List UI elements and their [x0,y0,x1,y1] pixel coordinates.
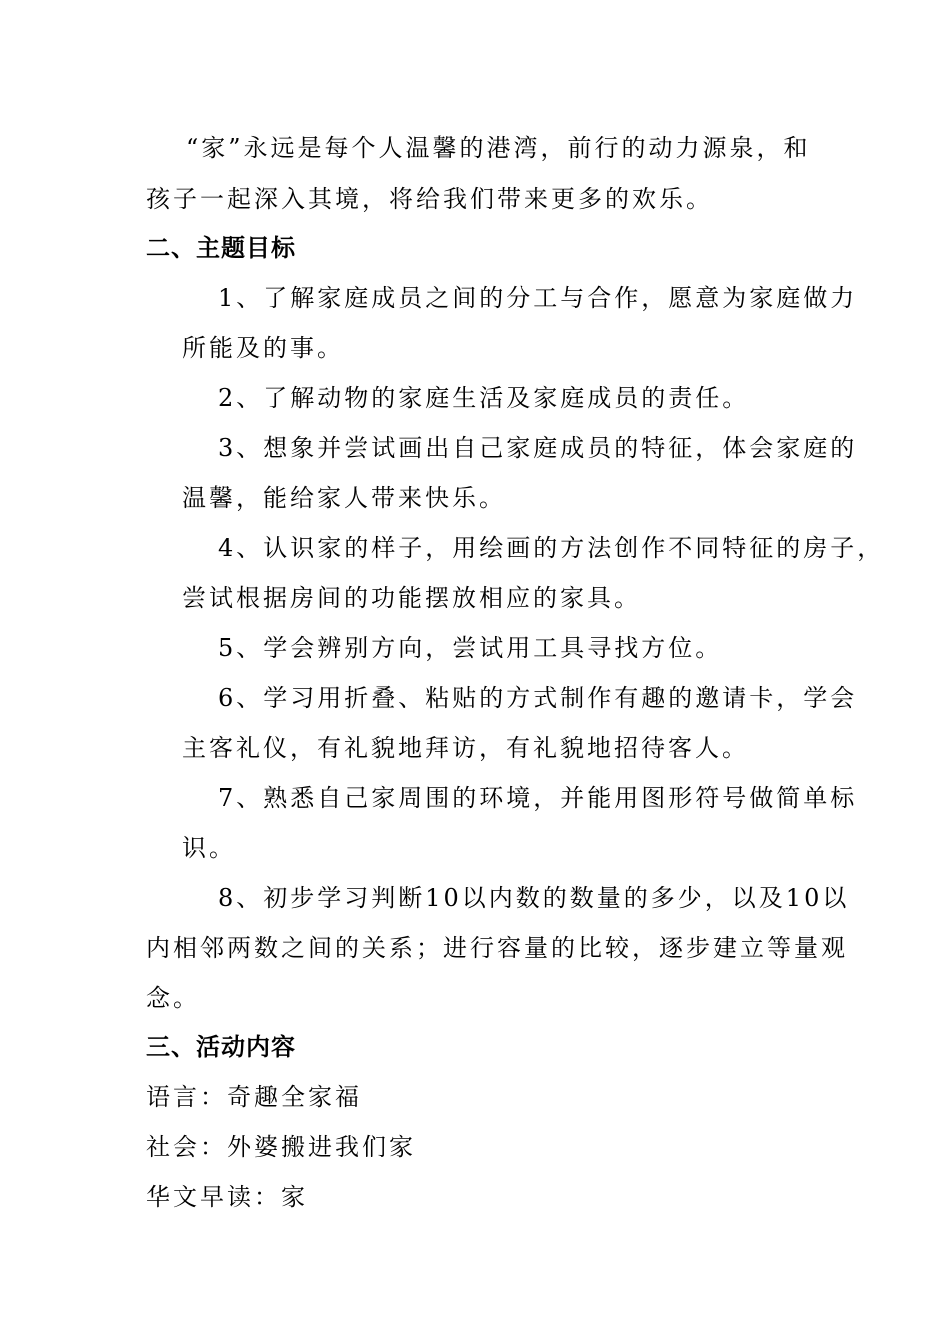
intro-line-2: 孩子一起深入其境，将给我们带来更多的欢乐。 [146,185,713,213]
goal-4-line-2: 尝试根据房间的功能摆放相应的家具。 [182,584,641,612]
goal-7-line-2: 识。 [182,834,236,862]
goal-8-line-2: 内相邻两数之间的关系；进行容量的比较，逐步建立等量观 [146,934,848,962]
section-3-heading: 三、活动内容 [146,1033,296,1061]
goal-3-line-2: 温馨，能给家人带来快乐。 [182,484,506,512]
goal-3-line-1: 3、想象并尝试画出自己家庭成员的特征，体会家庭的 [218,434,858,462]
goal-2-line-1: 2、了解动物的家庭生活及家庭成员的责任。 [218,384,750,412]
goal-8-line-1: 8、初步学习判断10以内数的数量的多少，以及10以 [218,884,850,912]
goal-1-line-2: 所能及的事。 [182,334,344,362]
goal-5-line-1: 5、学会辨别方向，尝试用工具寻找方位。 [218,634,723,662]
activity-item: 社会：外婆搬进我们家 [146,1133,416,1161]
goal-6-line-2: 主客礼仪，有礼貌地拜访，有礼貌地招待客人。 [182,734,749,762]
goal-8-line-3: 念。 [146,984,200,1012]
goal-6-line-1: 6、学习用折叠、粘贴的方式制作有趣的邀请卡，学会 [218,684,858,712]
intro-line-1: “家”永远是每个人温馨的港湾，前行的动力源泉，和 [186,134,811,162]
goal-4-line-1: 4、认识家的样子，用绘画的方法创作不同特征的房子， [218,534,885,562]
activity-item: 华文早读：家 [146,1183,308,1211]
activity-item: 语言：奇趣全家福 [146,1083,362,1111]
goal-7-line-1: 7、熟悉自己家周围的环境，并能用图形符号做简单标 [218,784,858,812]
goal-1-line-1: 1、了解家庭成员之间的分工与合作，愿意为家庭做力 [218,284,858,312]
section-2-heading: 二、主题目标 [146,234,296,262]
